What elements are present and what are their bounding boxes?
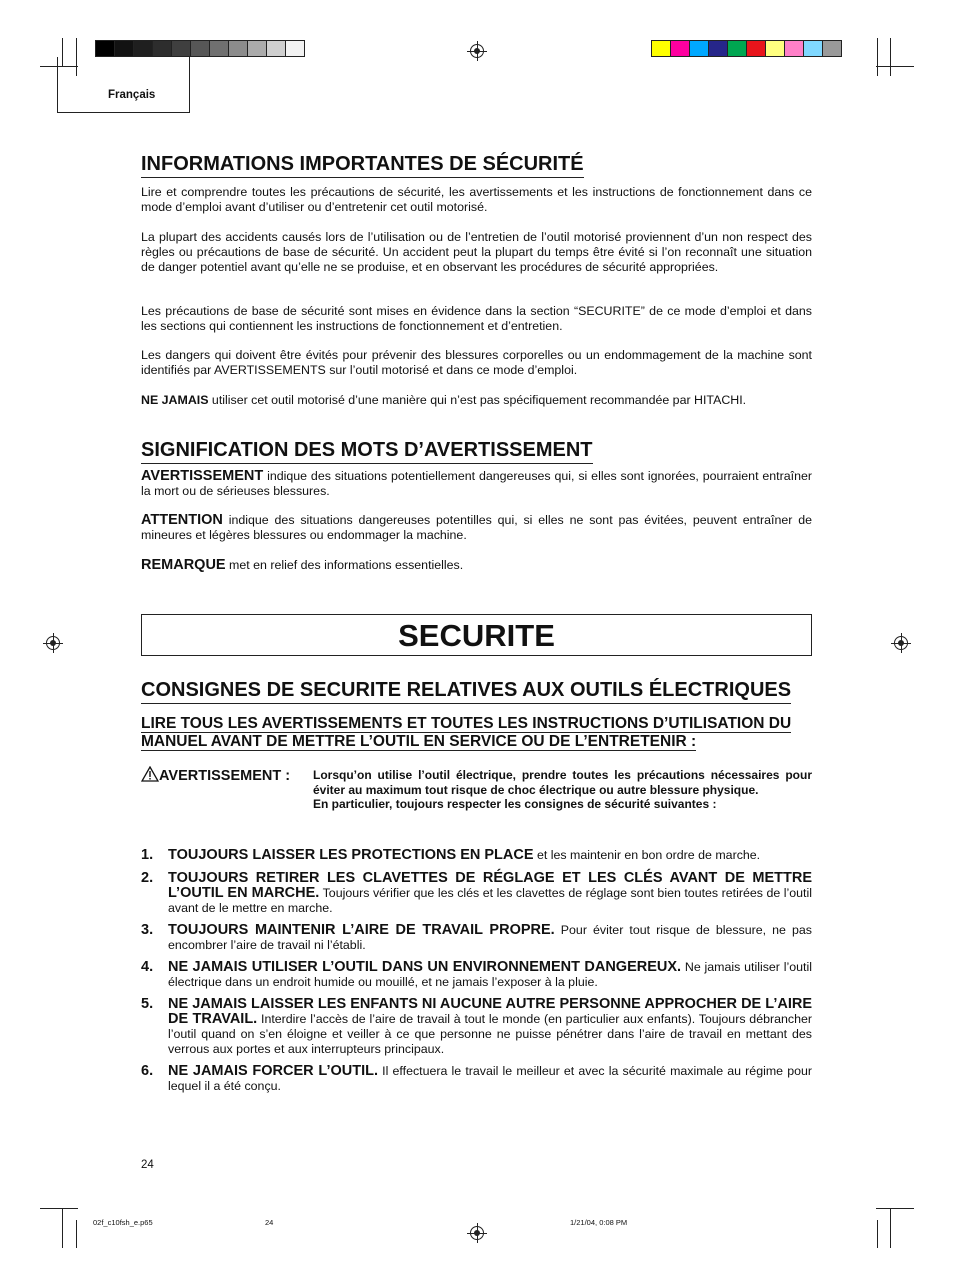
warning-triangle-icon [141, 766, 159, 782]
color-swatch [670, 40, 690, 57]
paragraph: Les dangers qui doivent être évités pour prévenir des blessures corporelles ou un endommagement de la machine sont identifiés par AVERTISSEMENTS sur l’outil motorisé et dans ce mode d’emploi. [141, 348, 812, 377]
warning-text [313, 768, 812, 812]
language-label: Français [108, 89, 156, 101]
rule-number: 1. [141, 847, 154, 863]
rule-text: Ne jamais utiliser l’outil électrique dans un endroit humide ou mouillé, et ne jamais l’exposer à la pluie. [168, 960, 812, 989]
color-swatch [822, 40, 842, 57]
signal-word: REMARQUE [141, 557, 226, 573]
securite-banner [141, 614, 812, 656]
emphasis-lead: NE JAMAIS [141, 393, 209, 407]
gray-swatch [152, 40, 172, 57]
color-swatch [727, 40, 747, 57]
gray-swatch [190, 40, 210, 57]
paragraph: Lire et comprendre toutes les précautions de sécurité, les avertissements et les instructions de fonctionnement dans ce mode d’emploi avant d’utiliser ou d’entretenir cet outil motorisé. [141, 185, 812, 214]
definition-note [141, 558, 812, 573]
crop-mark [62, 1208, 63, 1248]
definition-text: indique des situations dangereuses potentilles qui, si elles ne sont pas évitées, peuvent entraîner de mineures et légères blessures ou endommager la machine. [141, 513, 812, 542]
registration-mark-icon [894, 636, 908, 650]
rule-item [141, 871, 812, 916]
signal-word: AVERTISSEMENT [141, 468, 264, 484]
rule-number: 5. [141, 996, 154, 1012]
crop-mark [76, 1220, 77, 1248]
rule-item [141, 960, 812, 990]
paragraph: La plupart des accidents causés lors de l’utilisation ou de l’entretien de l’outil motorisé proviennent d’un non respect des règles ou précautions de base de sécurité. Un accident peut la plupart du temps être évité si l’on reconnaît une situation de danger potentiel avant qu’elle ne se produise, et en observant les procédures de sécurité appropriées. [141, 230, 812, 274]
rule-number: 3. [141, 922, 154, 938]
footer-date: 1/21/04, 0:08 PM [570, 1218, 628, 1227]
crop-mark [890, 38, 891, 76]
gray-swatch [209, 40, 229, 57]
subtitle-line: LIRE TOUS LES AVERTISSEMENTS ET TOUTES LES INSTRUCTIONS D’UTILISATION DU [141, 715, 792, 732]
rule-lead: TOUJOURS MAINTENIR L’AIRE DE TRAVAIL PROPRE. [168, 922, 555, 938]
warning-label [141, 766, 290, 784]
registration-mark-icon [470, 44, 484, 58]
footer-page: 24 [265, 1218, 274, 1227]
gray-swatch [95, 40, 115, 57]
rule-item [141, 997, 812, 1057]
crop-mark [877, 1220, 878, 1248]
rule-lead: TOUJOURS LAISSER LES PROTECTIONS EN PLACE [168, 847, 534, 863]
gray-swatch [228, 40, 248, 57]
rule-lead: NE JAMAIS LAISSER LES ENFANTS NI AUCUNE AUTRE PERSONNE APPROCHER DE L’AIRE DE TRAVAIL. [168, 996, 812, 1027]
rule-text: Interdire l’accès de l’aire de travail à tout le monde (en particulier aux enfants). Toujours débrancher l’outil quand on s’en éloigne et veiller à ce que personne ne puisse pénétrer dans l’aire de travail en mettant des verrous aux portes et aux interrupteurs principaux. [168, 1012, 812, 1056]
rule-item [141, 1064, 812, 1094]
section-title-signal-words: SIGNIFICATION DES MOTS D’AVERTISSEMENT [141, 439, 593, 464]
warning-text-line: Lorsqu’on utilise l’outil électrique, prendre toutes les précautions nécessaires pour éviter au maximum tout risque de choc électrique ou autre blessure physique. [313, 768, 812, 797]
color-swatch [765, 40, 785, 57]
section-title-power-tool-rules: CONSIGNES DE SECURITE RELATIVES AUX OUTILS ÉLECTRIQUES [141, 679, 791, 704]
gray-swatch [114, 40, 134, 57]
rule-number: 2. [141, 870, 154, 886]
registration-mark-icon [46, 636, 60, 650]
read-all-instructions-heading [141, 715, 812, 751]
page-number: 24 [141, 1159, 154, 1171]
rule-item [141, 848, 812, 863]
color-swatch [651, 40, 671, 57]
rule-lead: TOUJOURS RETIRER LES CLAVETTES DE RÉGLAGE ET LES CLÉS AVANT DE METTRE L’OUTIL EN MARCHE. [168, 870, 812, 901]
warning-label-text: AVERTISSEMENT : [159, 768, 291, 784]
language-tab [57, 57, 190, 113]
definition-text: met en relief des informations essentielles. [225, 558, 464, 572]
crop-mark [40, 1208, 78, 1209]
registration-mark-icon [470, 1226, 484, 1240]
paragraph-rest: utiliser cet outil motorisé d’une manière qui n’est pas spécifiquement recommandée par HITACHI. [208, 393, 747, 407]
section-title-safety-info: INFORMATIONS IMPORTANTES DE SÉCURITÉ [141, 153, 584, 178]
rule-number: 4. [141, 959, 154, 975]
color-swatch [708, 40, 728, 57]
securite-title: SECURITE [398, 618, 555, 653]
definition-caution [141, 513, 812, 543]
signal-word: ATTENTION [141, 512, 223, 528]
gray-swatch [171, 40, 191, 57]
crop-mark [890, 1208, 891, 1248]
gray-swatch [133, 40, 153, 57]
paragraph: Les précautions de base de sécurité sont mises en évidence dans la section “SECURITE” de ce mode d’emploi et dans les sections qui contiennent les instructions de fonctionnement et d’entretien. [141, 304, 812, 333]
warning-text-line: En particulier, toujours respecter les consignes de sécurité suivantes : [313, 797, 717, 811]
crop-mark [876, 66, 914, 67]
color-swatch [746, 40, 766, 57]
crop-mark [876, 1208, 914, 1209]
gray-swatch [285, 40, 305, 57]
definition-warning [141, 469, 812, 499]
gray-swatch [266, 40, 286, 57]
crop-mark [877, 38, 878, 76]
footer-filename: 02f_c10fsh_e.p65 [93, 1218, 153, 1227]
paragraph-never [141, 393, 812, 408]
subtitle-line: MANUEL AVANT DE METTRE L’OUTIL EN SERVICE OU DE L’ENTRETENIR : [141, 733, 697, 750]
gray-swatch [247, 40, 267, 57]
rule-number: 6. [141, 1063, 154, 1079]
color-swatch [803, 40, 823, 57]
color-swatch [784, 40, 804, 57]
definition-text: indique des situations potentiellement dangereuses qui, si elles sont ignorées, pourraient entraîner la mort ou de sérieuses blessures. [141, 469, 812, 498]
rule-lead: NE JAMAIS UTILISER L’OUTIL DANS UN ENVIRONNEMENT DANGEREUX. [168, 959, 682, 975]
color-swatch [689, 40, 709, 57]
rule-text: et les maintenir en bon ordre de marche. [533, 848, 761, 862]
rule-lead: NE JAMAIS FORCER L’OUTIL. [168, 1063, 378, 1079]
rule-text: Il effectuera le travail le meilleur et avec la sécurité maximale au régime pour lequel il a été conçu. [168, 1064, 813, 1093]
rule-item [141, 923, 812, 953]
rule-text: Toujours vérifier que les clés et les clavettes de réglage sont bien toutes retirées de l’outil avant de le mettre en marche. [168, 886, 812, 915]
rule-text: Pour éviter tout risque de blessure, ne pas encombrer l’aire de travail ni l’établi. [168, 923, 812, 952]
